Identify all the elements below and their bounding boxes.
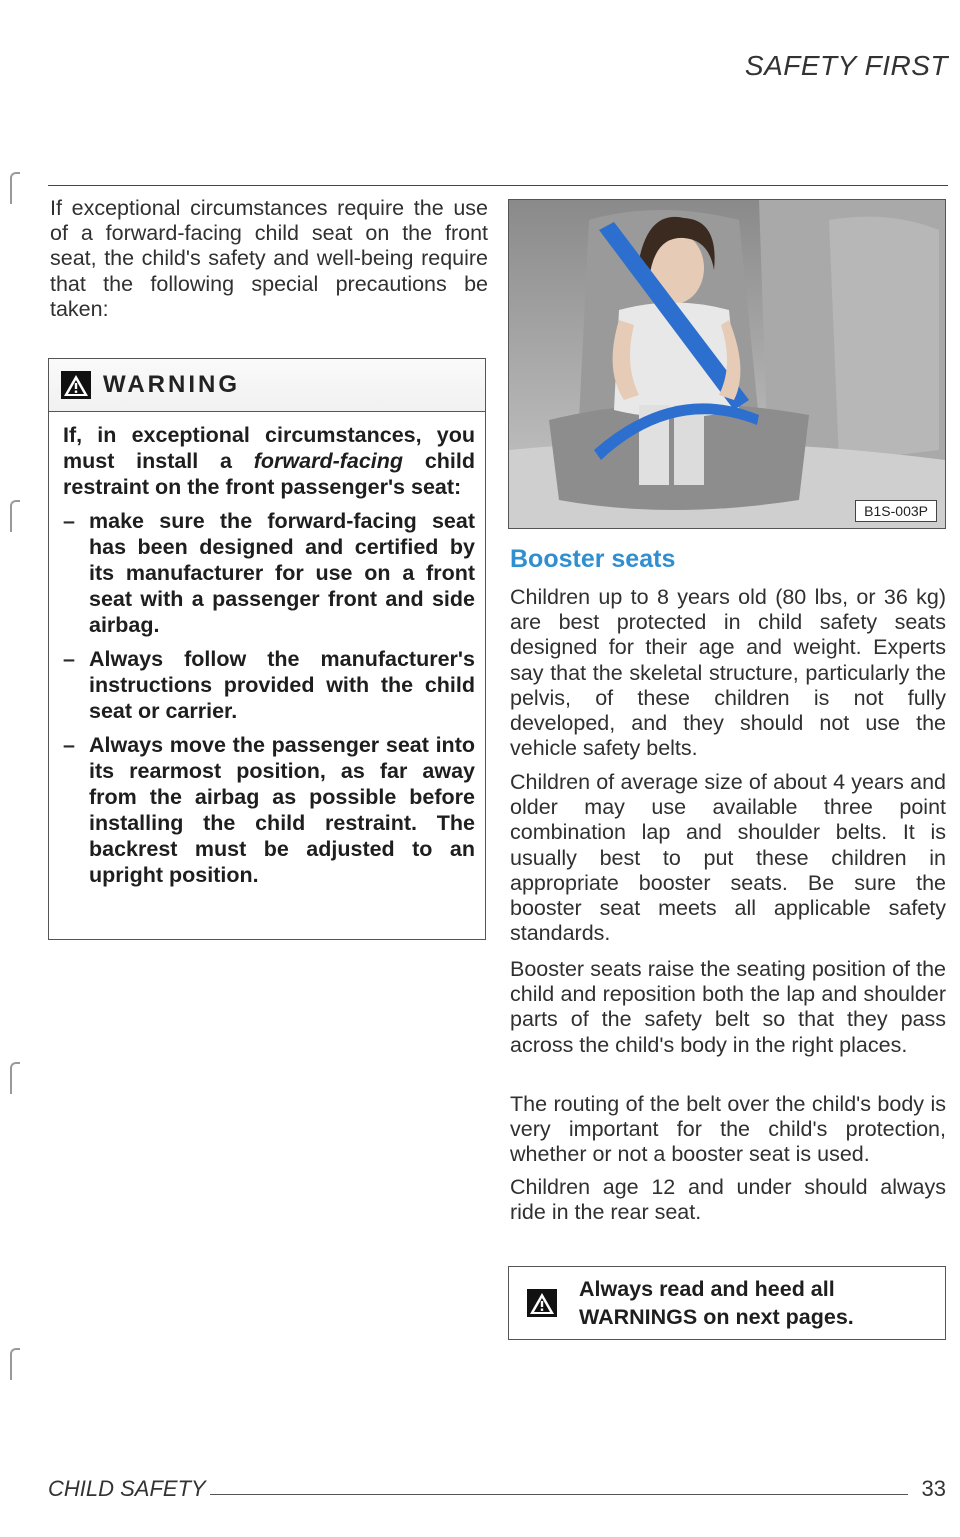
footer-section-title: CHILD SAFETY xyxy=(48,1476,206,1501)
warning-item xyxy=(63,646,475,724)
page-footer xyxy=(48,1472,946,1502)
body-paragraph: Children up to 8 years old (80 lbs, or 36 kg) are best protected in child safety seats designed for their age and weight. Experts say that the skeletal structure, particularly the pelvis, of these children is not fully developed, and they should not use the vehicle safety belts. xyxy=(510,585,946,761)
warning-item-text: Always move the passenger seat into its rearmost position, as far away from the airbag as possible before installing the child restraint. The backrest must be adjusted to an upright position. xyxy=(89,733,475,887)
dash-bullet: – xyxy=(63,733,75,757)
figure-code: B1S-003P xyxy=(855,500,937,522)
section-heading: Booster seats xyxy=(510,545,676,573)
body-paragraph: The routing of the belt over the child's body is very important for the child's protection, whether or not a booster seat is used. xyxy=(510,1092,946,1167)
warning-item-text: make sure the forward-facing seat has been designed and certified by its manufacturer for use on a front seat with a passenger front and side airbag. xyxy=(89,509,475,637)
warning-box xyxy=(48,358,486,940)
body-paragraph: Children age 12 and under should always ride in the rear seat. xyxy=(510,1175,946,1225)
warning-triangle-icon xyxy=(527,1289,557,1317)
child-booster-seat-photo xyxy=(508,199,946,529)
warning-lead xyxy=(63,422,475,500)
notice-box xyxy=(508,1266,946,1340)
margin-tab-mark xyxy=(10,500,20,532)
warning-label: WARNING xyxy=(103,371,240,398)
footer-rule xyxy=(210,1494,908,1495)
running-header: SAFETY FIRST xyxy=(744,50,948,81)
intro-paragraph: If exceptional circumstances require the use of a forward-facing child seat on the front seat, the child's safety and well-being require that the following special precautions be taken: xyxy=(50,196,488,321)
warning-lead-text-end: child restraint on the front passenger's seat: xyxy=(63,449,475,499)
warning-body xyxy=(49,412,485,888)
warning-header xyxy=(49,359,485,412)
body-paragraph: Children of average size of about 4 years and older may use available three point combination lap and shoulder belts. It is usually best to put these children in appropriate booster seats. Be sure the booster seat meets all applicable safety standards. xyxy=(510,770,946,946)
notice-text: Always read and heed all WARNINGS on next pages. xyxy=(579,1277,854,1329)
warning-lead-emphasis: forward-facing xyxy=(253,449,404,473)
body-paragraph: Booster seats raise the seating position of the child and reposition both the lap and shoulder parts of the safety belt so that they pass across the child's body in the right places. xyxy=(510,957,946,1057)
warning-item xyxy=(63,508,475,638)
margin-tab-mark xyxy=(10,1348,20,1380)
booster-seat-illustration xyxy=(509,200,945,528)
warning-item-text: Always follow the manufacturer's instructions provided with the child seat or carrier. xyxy=(89,647,475,723)
margin-tab-mark xyxy=(10,172,20,204)
margin-tab-mark xyxy=(10,1062,20,1094)
header-rule xyxy=(48,185,948,186)
page-number: 33 xyxy=(921,1476,946,1501)
dash-bullet: – xyxy=(63,509,75,533)
warning-item xyxy=(63,732,475,888)
warning-triangle-icon xyxy=(61,371,91,399)
warning-lead-text: If, in exceptional circumstances, you must install a xyxy=(63,423,475,473)
dash-bullet: – xyxy=(63,647,75,671)
